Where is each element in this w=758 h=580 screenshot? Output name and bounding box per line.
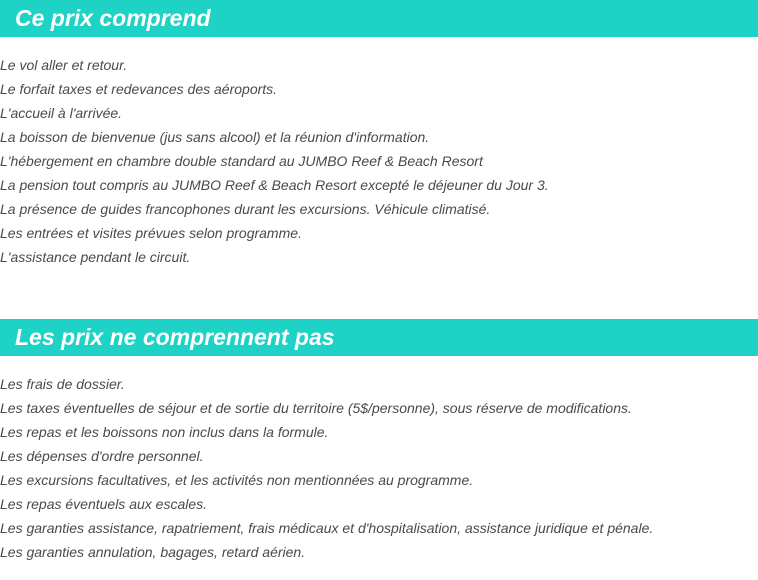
- included-item: La présence de guides francophones durant les excursions. Véhicule climatisé.: [0, 201, 491, 217]
- included-section-title: Ce prix comprend: [0, 0, 758, 37]
- excluded-item: Les garanties assistance, rapatriement, frais médicaux et d'hospitalisation, assistance juridique et pénale.: [0, 520, 654, 536]
- included-item: Le vol aller et retour.: [0, 57, 128, 73]
- included-item: L'hébergement en chambre double standard au JUMBO Reef & Beach Resort: [0, 153, 483, 169]
- included-item: Le forfait taxes et redevances des aéroports.: [0, 81, 278, 97]
- included-item: L'accueil à l'arrivée.: [0, 105, 123, 121]
- excluded-list: [0, 372, 653, 564]
- included-item: L'assistance pendant le circuit.: [0, 249, 191, 265]
- excluded-item: Les taxes éventuelles de séjour et de sortie du territoire (5$/personne), sous réserve de modifications.: [0, 400, 632, 416]
- included-item: La boisson de bienvenue (jus sans alcool) et la réunion d'information.: [0, 129, 430, 145]
- included-item: Les entrées et visites prévues selon programme.: [0, 225, 302, 241]
- excluded-item: Les excursions facultatives, et les activités non mentionnées au programme.: [0, 472, 474, 488]
- included-list: [0, 53, 549, 269]
- excluded-section-title: Les prix ne comprennent pas: [0, 319, 758, 356]
- excluded-item: Les frais de dossier.: [0, 376, 125, 392]
- excluded-item: Les repas et les boissons non inclus dans la formule.: [0, 424, 329, 440]
- excluded-item: Les dépenses d'ordre personnel.: [0, 448, 204, 464]
- included-item: La pension tout compris au JUMBO Reef & Beach Resort excepté le déjeuner du Jour 3.: [0, 177, 549, 193]
- excluded-item: Les repas éventuels aux escales.: [0, 496, 208, 512]
- excluded-item: Les garanties annulation, bagages, retard aérien.: [0, 544, 306, 560]
